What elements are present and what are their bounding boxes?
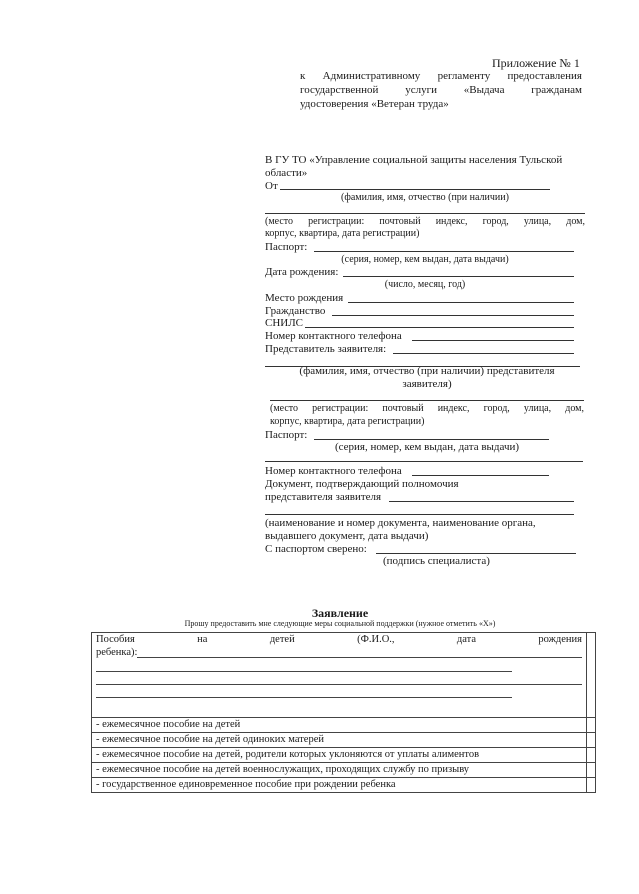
benefit-option-row (92, 718, 596, 733)
fio-caption: (фамилия, имя, отчество (при наличии) (341, 192, 509, 203)
birthdate-label: Дата рождения: (265, 266, 339, 278)
checkbox-children[interactable] (587, 633, 596, 718)
rep-document-label-line-1: Документ, подтверждающий полномочия (265, 478, 459, 490)
rep-passport-field-line[interactable] (314, 439, 549, 440)
citizenship-label: Гражданство (265, 305, 326, 317)
phone-label: Номер контактного телефона (265, 330, 402, 342)
benefit-children-cell (92, 633, 587, 718)
appendix-line-3: удостоверения «Ветеран труда» (300, 98, 449, 110)
word: город, (483, 403, 510, 414)
benefit-option-row (92, 763, 596, 778)
verified-label: С паспортом сверено: (265, 543, 367, 555)
checkbox-option[interactable] (587, 778, 596, 793)
rep-document-caption-line-2: выдавшего документ, дата выдачи) (265, 530, 429, 542)
rep-extra-field-line[interactable] (265, 461, 583, 462)
rep-document-field-line[interactable] (389, 501, 574, 502)
benefit-children-line-2 (96, 646, 582, 659)
checkbox-option[interactable] (587, 748, 596, 763)
registration-field-line[interactable] (265, 213, 585, 214)
benefit-children-line-1 (96, 633, 582, 646)
word: почтовый (382, 403, 424, 414)
benefit-option-label: - ежемесячное пособие на детей (92, 718, 587, 733)
benefits-table (91, 632, 596, 793)
word: индекс, (437, 403, 470, 414)
child-name-field-1[interactable] (137, 646, 582, 658)
snils-field-line[interactable] (305, 327, 574, 328)
rep-phone-label: Номер контактного телефона (265, 465, 402, 477)
word: на (197, 634, 208, 645)
registration-caption-line-1 (265, 216, 585, 228)
word: рождения (538, 634, 582, 645)
rep-passport-caption: (серия, номер, кем выдан, дата выдачи) (334, 441, 520, 453)
word: детей (269, 634, 295, 645)
word: регистрации: (308, 216, 365, 227)
rep-registration-caption-line-1 (270, 403, 584, 415)
word: предоставления (507, 70, 582, 82)
word: регламенту (437, 70, 491, 82)
child-name-field-2[interactable] (96, 659, 512, 672)
rep-registration-caption-line-2: корпус, квартира, дата регистрации) (270, 416, 425, 427)
statement-title: Заявление (311, 606, 369, 620)
rep-document-label-line-2: представителя заявителя (265, 491, 382, 503)
from-field-line[interactable] (280, 189, 550, 190)
child-name-field-4[interactable] (96, 685, 512, 698)
benefit-option-row (92, 748, 596, 763)
phone-field-line[interactable] (412, 340, 574, 341)
word: гражданам (531, 84, 582, 96)
word: (место (265, 216, 294, 227)
benefit-option-row (92, 778, 596, 793)
benefit-option-label: - ежемесячное пособие на детей, родители которых уклоняются от уплаты алиментов (92, 748, 587, 763)
signature-field-line[interactable] (376, 553, 576, 554)
rep-fio-caption-line-1: (фамилия, имя, отчество (при наличии) представителя (299, 365, 555, 377)
word: Административному (322, 70, 421, 82)
rep-passport-label: Паспорт: (265, 429, 308, 441)
rep-registration-field-line[interactable] (270, 400, 584, 401)
benefit-option-label: - ежемесячное пособие на детей одиноких матерей (92, 733, 587, 748)
benefit-option-label: - ежемесячное пособие на детей военнослужащих, проходящих службу по призыву (92, 763, 587, 778)
benefit-option-row (92, 733, 596, 748)
word: «Выдача (463, 84, 505, 96)
word: услуги (405, 84, 437, 96)
benefit-children-label: ребенка): (96, 647, 138, 658)
word: дом, (566, 216, 585, 227)
checkbox-option[interactable] (587, 763, 596, 778)
statement-subtitle: Прошу предоставить мне следующие меры социальной поддержки (нужное отметить «Х») (184, 619, 496, 628)
word: государственной (300, 84, 379, 96)
word: город, (482, 216, 509, 227)
appendix-line-2 (300, 84, 582, 97)
citizenship-field-line[interactable] (332, 315, 574, 316)
word: улица, (523, 403, 552, 414)
representative-field-line[interactable] (393, 353, 574, 354)
word: дата (456, 634, 477, 645)
passport-label: Паспорт: (265, 241, 308, 253)
signature-caption: (подпись специалиста) (383, 555, 490, 567)
word: почтовый (379, 216, 421, 227)
benefit-option-label: - государственное единовременное пособие при рождении ребенка (92, 778, 587, 793)
rep-document-caption-line-1: (наименование и номер документа, наименование органа, (265, 517, 536, 529)
checkbox-option[interactable] (587, 718, 596, 733)
word: Пособия (96, 634, 135, 645)
word: индекс, (435, 216, 468, 227)
word: к (300, 70, 306, 82)
rep-document-field-line-2[interactable] (265, 514, 574, 515)
appendix-title: Приложение № 1 (492, 56, 580, 70)
passport-field-line[interactable] (314, 251, 574, 252)
birthplace-label: Место рождения (265, 292, 344, 304)
appendix-line-1 (300, 70, 582, 83)
rep-fio-caption-line-2: заявителя) (402, 378, 452, 390)
rep-phone-field-line[interactable] (412, 475, 549, 476)
passport-caption: (серия, номер, кем выдан, дата выдачи) (341, 254, 509, 265)
addressee-line-1: В ГУ ТО «Управление социальной защиты населения Тульской (265, 154, 563, 166)
birthplace-field-line[interactable] (348, 302, 574, 303)
addressee-line-2: области» (265, 167, 308, 179)
child-name-field-3[interactable] (96, 672, 582, 685)
checkbox-option[interactable] (587, 733, 596, 748)
word: улица, (523, 216, 552, 227)
benefit-row-children (92, 633, 596, 718)
word: (место (270, 403, 299, 414)
birthdate-field-line[interactable] (343, 276, 574, 277)
birthdate-caption: (число, месяц, год) (384, 279, 466, 290)
from-label: От (265, 180, 278, 192)
word: (Ф.И.О., (357, 634, 395, 645)
word: дом, (565, 403, 584, 414)
word: регистрации: (312, 403, 369, 414)
registration-caption-line-2: корпус, квартира, дата регистрации) (265, 228, 420, 239)
snils-label: СНИЛС (265, 317, 304, 329)
representative-label: Представитель заявителя: (265, 343, 387, 355)
